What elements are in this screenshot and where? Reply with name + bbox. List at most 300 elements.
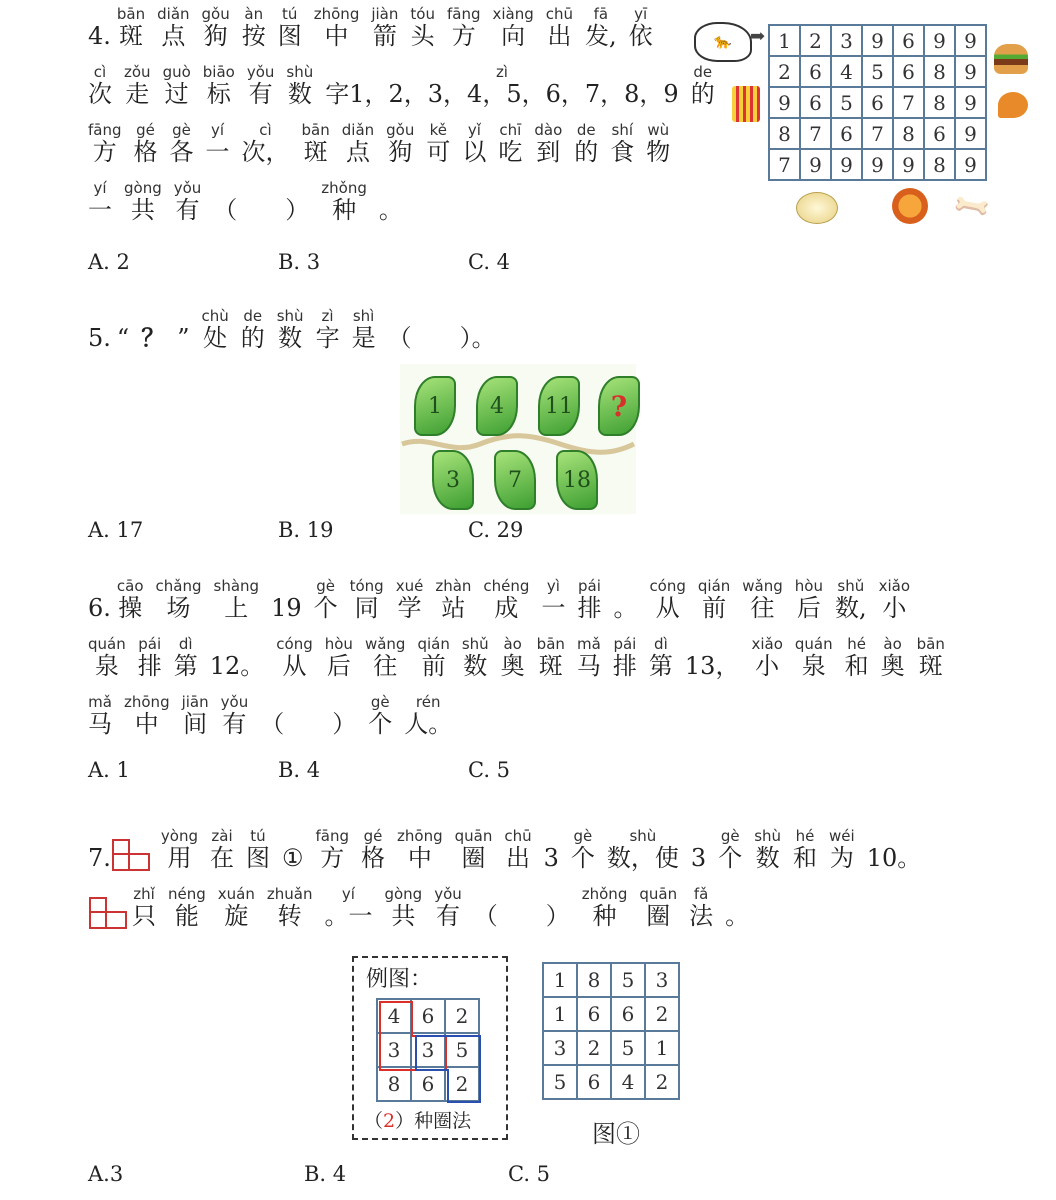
ruby-word (417, 636, 449, 680)
pinyin: xuán (217, 885, 255, 903)
hanzi: “ (116, 324, 130, 352)
hanzi: （ ） (473, 902, 570, 930)
pinyin: qián (417, 635, 450, 653)
q4-options (88, 250, 658, 274)
hanzi: 有 (222, 710, 247, 738)
pizza-icon (892, 188, 928, 224)
ruby-word (498, 122, 522, 166)
ruby-word (170, 122, 194, 166)
ruby-word (365, 636, 406, 680)
grid-cell: 8 (377, 1067, 411, 1101)
hanzi: 在 (210, 844, 234, 872)
pinyin: zhǒng (581, 885, 628, 903)
ruby-word (141, 308, 165, 352)
pinyin: zhǒng (321, 179, 367, 197)
ruby-word (698, 578, 730, 622)
pinyin: fāng (88, 121, 122, 139)
hanzi: 字1，2，3，4，5，6，7，8，9 (325, 80, 679, 108)
ruby-word (132, 886, 156, 930)
hanzi: 种 (592, 902, 617, 930)
hanzi: 点 (161, 22, 186, 50)
ruby-word (168, 886, 206, 930)
pinyin: ào (503, 635, 522, 653)
ruby-word (639, 886, 677, 930)
pinyin: quān (454, 827, 493, 845)
hanzi: 到 (536, 138, 561, 166)
option-c[interactable]: C. 5 (468, 758, 511, 782)
option-b[interactable]: B. 19 (278, 518, 334, 542)
hanzi: 一 (205, 138, 230, 166)
ruby-word (242, 6, 266, 50)
ruby-word (577, 578, 601, 622)
ruby-word (574, 122, 598, 166)
hanzi: 从 (655, 594, 680, 622)
ruby-word (241, 308, 265, 352)
ruby-word (501, 636, 525, 680)
grid-cell: 6 (800, 87, 831, 118)
hanzi: 狗 (388, 138, 413, 166)
hanzi: 格 (133, 138, 158, 166)
ruby-word (534, 122, 562, 166)
pinyin: zhàn (435, 577, 472, 595)
grid-cell: 6 (411, 1067, 445, 1101)
grid-cell: 5 (543, 1065, 577, 1099)
pinyin: zì (321, 307, 334, 325)
hanzi: 斑 (119, 22, 144, 50)
pinyin: tóng (349, 577, 384, 595)
pinyin: chǎng (155, 577, 202, 595)
hanzi: 法 (689, 902, 714, 930)
hanzi: 头 (410, 22, 435, 50)
ruby-word (504, 828, 531, 872)
hanzi: 10。 (866, 844, 922, 872)
hanzi: 过 (164, 80, 189, 108)
hanzi: 数, (834, 594, 867, 622)
pinyin: fāng (315, 827, 350, 845)
hanzi: 一 (88, 196, 112, 224)
hanzi: 字 (315, 324, 340, 352)
pinyin: gǒu (201, 5, 230, 23)
hanzi: 箭 (372, 22, 397, 50)
pinyin: de (693, 63, 713, 81)
pinyin: de (243, 307, 263, 325)
hanzi: 前 (702, 594, 727, 622)
hanzi: 食 (610, 138, 635, 166)
ruby-word (541, 578, 565, 622)
grid-cell: 7 (862, 118, 893, 149)
hanzi: 操 (118, 594, 143, 622)
hanzi: 共 (391, 902, 416, 930)
hanzi: 数 (278, 324, 303, 352)
pinyin: néng (168, 885, 206, 903)
hanzi: 后 (796, 594, 821, 622)
hanzi: 同 (354, 594, 379, 622)
hanzi: 马 (88, 710, 112, 738)
ruby-word (795, 636, 833, 680)
pinyin: diǎn (157, 5, 190, 23)
ruby-word (725, 886, 749, 930)
hanzi: 数 (463, 652, 488, 680)
hanzi: 排 (612, 652, 637, 680)
option-a[interactable]: A.3 (88, 1162, 124, 1186)
ruby-word (342, 122, 374, 166)
ruby-word (649, 578, 685, 622)
grid-cell: 9 (955, 118, 986, 149)
pinyin: yī (634, 5, 648, 23)
grid-cell: 9 (955, 25, 986, 56)
ruby-word (246, 828, 270, 872)
grid-cell: 8 (577, 963, 611, 997)
grid-cell: 6 (893, 25, 924, 56)
figure-1-label: 图① (592, 1120, 640, 1148)
ruby-word (88, 64, 112, 108)
hanzi: 物 (646, 138, 671, 166)
pinyin: yǒu (220, 693, 249, 711)
ruby-word (88, 694, 112, 738)
question-6 (88, 578, 957, 738)
ruby-word (134, 122, 158, 166)
grid-cell: 9 (769, 87, 800, 118)
grid-cell: 1 (543, 997, 577, 1031)
hanzi: 数 (287, 80, 312, 108)
ruby-word (124, 694, 170, 738)
option-c[interactable]: C. 4 (468, 250, 511, 274)
hanzi: 往 (373, 652, 398, 680)
pinyin: gè (172, 121, 191, 139)
grid-cell: 6 (411, 999, 445, 1033)
pinyin: gòng (124, 179, 162, 197)
arrow-icon: ➡ (750, 26, 766, 47)
question-5 (88, 308, 508, 352)
ruby-word (410, 6, 435, 50)
hanzi: 种 (332, 196, 357, 224)
ruby-word (646, 122, 670, 166)
pinyin: yí (93, 179, 107, 197)
pinyin: dào (534, 121, 563, 139)
pinyin: dì (178, 635, 193, 653)
q4-grid (768, 24, 987, 181)
ruby-word (404, 694, 452, 738)
pinyin: shù (754, 827, 782, 845)
ruby-word (124, 180, 162, 224)
ruby-word (276, 636, 312, 680)
grid-cell: 2 (645, 997, 679, 1031)
ruby-word (203, 64, 235, 108)
grid-cell: 9 (800, 149, 831, 180)
pinyin: cāo (116, 577, 144, 595)
ruby-word (361, 828, 385, 872)
pinyin: hé (795, 827, 815, 845)
grid-cell: 8 (924, 87, 955, 118)
hanzi: 格 (361, 844, 386, 872)
pinyin: bān (536, 635, 565, 653)
ruby-word (161, 828, 198, 872)
pinyin: hòu (324, 635, 353, 653)
pinyin: zài (211, 827, 233, 845)
grid-cell: 6 (831, 118, 862, 149)
pinyin: cóng (649, 577, 686, 595)
fries-icon (732, 86, 760, 122)
ruby-word (324, 886, 372, 930)
hanzi: 个 (718, 844, 743, 872)
ruby-word (210, 828, 234, 872)
question-number: 5. (88, 324, 111, 352)
pinyin: wǎng (364, 635, 406, 653)
hanzi: 用 (167, 844, 192, 872)
pinyin: zhōng (313, 5, 360, 23)
ruby-word (917, 636, 945, 680)
hanzi: 间 (183, 710, 208, 738)
hanzi: 次 (88, 80, 112, 108)
question-number: 7. (88, 844, 111, 872)
pinyin: gè (370, 693, 390, 711)
question-7 (88, 828, 933, 930)
l-shape-icon (111, 838, 151, 872)
hanzi: 泉 (801, 652, 826, 680)
ruby-word (685, 636, 740, 680)
pinyin: hé (847, 635, 866, 653)
hanzi: 场 (166, 594, 191, 622)
hanzi: 方 (320, 844, 345, 872)
q7-line2 (88, 886, 933, 930)
example-caption (364, 1106, 471, 1133)
leaf: 7 (494, 450, 536, 510)
grid-cell: 7 (893, 87, 924, 118)
ruby-word (585, 6, 617, 50)
hanzi: 数，使 (606, 844, 679, 872)
hanzi: 数 (755, 844, 780, 872)
q4-line3 (88, 122, 727, 166)
pinyin: gòng (384, 885, 423, 903)
ruby-word (371, 6, 398, 50)
ruby-word (124, 64, 151, 108)
q4-line1 (88, 6, 727, 50)
ruby-word (483, 578, 529, 622)
ruby-word (277, 308, 304, 352)
pinyin: dì (654, 635, 668, 653)
ruby-word (177, 308, 189, 352)
ruby-word (447, 6, 481, 50)
q6-line1 (88, 578, 957, 622)
grid-cell: 4 (611, 1065, 645, 1099)
ruby-word (302, 122, 330, 166)
pinyin: tú (250, 827, 266, 845)
pinyin: shù (629, 827, 657, 845)
grid-cell: 7 (800, 118, 831, 149)
ruby-word (793, 828, 817, 872)
hanzi: 中 (324, 22, 349, 50)
pinyin: gé (136, 121, 155, 139)
question-number: 4. (88, 22, 111, 50)
hanzi: 共 (130, 196, 155, 224)
pinyin: yǒu (173, 179, 202, 197)
ruby-word (582, 886, 628, 930)
ruby-word (278, 6, 302, 50)
pinyin: mǎ (577, 635, 601, 653)
ruby-word (397, 828, 443, 872)
ruby-word (386, 122, 414, 166)
hanzi: 处 (203, 324, 228, 352)
ruby-word (537, 636, 565, 680)
pinyin: chī (499, 121, 522, 139)
ruby-word (613, 636, 637, 680)
option-b[interactable]: B. 4 (304, 1162, 347, 1186)
leaf: 1 (414, 376, 456, 436)
hanzi: 19 (271, 594, 302, 622)
pinyin: diǎn (341, 121, 375, 139)
ruby-word (157, 6, 189, 50)
pinyin: wǎng (742, 577, 783, 595)
ruby-word (388, 308, 496, 352)
ruby-word (117, 578, 144, 622)
hamburger-icon (994, 44, 1028, 74)
pinyin: quán (88, 635, 126, 653)
hanzi: 小 (882, 594, 907, 622)
pinyin: shù (286, 63, 314, 81)
option-c[interactable]: C. 5 (508, 1162, 551, 1186)
ruby-word (174, 636, 198, 680)
pinyin: tú (282, 5, 298, 23)
pinyin: biāo (202, 63, 235, 81)
pinyin: hòu (794, 577, 823, 595)
hanzi: 。一 (324, 902, 373, 930)
ruby-word (271, 578, 302, 622)
hanzi: 点 (345, 138, 370, 166)
hanzi: 吃 (498, 138, 523, 166)
q5-line1 (88, 308, 508, 352)
ruby-word (426, 122, 450, 166)
q6-options (88, 758, 658, 782)
grid-cell: 5 (611, 1031, 645, 1065)
option-b[interactable]: B. 3 (278, 250, 321, 274)
hanzi: ① (282, 844, 304, 872)
grid-cell: 4 (377, 999, 411, 1033)
hanzi: 圈 (461, 844, 486, 872)
caption-text: ）种圈法 (395, 1110, 472, 1132)
grid-cell: 7 (769, 149, 800, 180)
hanzi: 向 (501, 22, 526, 50)
pinyin: yòng (160, 827, 198, 845)
hanzi: 走 (125, 80, 150, 108)
dog-icon: 🐆 (694, 22, 752, 62)
ruby-word (742, 578, 783, 622)
ruby-word (867, 828, 922, 872)
ruby-word (182, 694, 209, 738)
hanzi: 排 (577, 594, 602, 622)
grid-cell: 8 (924, 149, 955, 180)
pinyin: jiān (181, 693, 209, 711)
hanzi: 斑 (918, 652, 943, 680)
hanzi: ” (177, 324, 190, 352)
ruby-word (117, 308, 129, 352)
pinyin: xiǎo (751, 635, 783, 653)
ruby-word (316, 828, 350, 872)
ruby-word (325, 636, 353, 680)
pinyin: xiàng (492, 5, 534, 23)
hanzi: 的 (690, 80, 715, 108)
option-a[interactable]: A. 17 (88, 518, 144, 542)
hanzi: 的 (574, 138, 599, 166)
option-a[interactable]: A. 2 (88, 250, 130, 274)
ruby-word (546, 6, 573, 50)
hanzi: 是 (351, 324, 376, 352)
hanzi: 能 (174, 902, 199, 930)
grid-cell: 3 (831, 25, 862, 56)
ruby-word (879, 578, 910, 622)
ruby-word (314, 578, 338, 622)
pinyin: kě (429, 121, 448, 139)
pinyin: mǎ (88, 693, 112, 711)
hanzi: 只 (132, 902, 156, 930)
pinyin: shǔ (837, 577, 865, 595)
ruby-word (314, 6, 360, 50)
hanzi: 的 (240, 324, 265, 352)
grid-cell: 3 (543, 1031, 577, 1065)
ruby-word (286, 64, 313, 108)
example-grid (376, 998, 480, 1102)
pinyin: pái (138, 635, 162, 653)
pinyin: zhuǎn (266, 885, 313, 903)
pinyin: gǒu (386, 121, 415, 139)
ruby-word (210, 636, 265, 680)
pinyin: yí (341, 885, 355, 903)
example-box (352, 956, 508, 1140)
pinyin: zì (495, 63, 508, 81)
hanzi: 次， (241, 138, 290, 166)
ruby-word (138, 636, 162, 680)
pinyin: chù (201, 307, 229, 325)
pinyin: shàng (213, 577, 260, 595)
hanzi: 转 (277, 902, 302, 930)
hanzi: （ ） (260, 710, 357, 738)
grid-cell: 3 (377, 1033, 411, 1067)
grid-cell: 2 (800, 25, 831, 56)
pinyin: wéi (829, 827, 855, 845)
question-number: 6. (88, 594, 111, 622)
option-c[interactable]: C. 29 (468, 518, 524, 542)
option-b[interactable]: B. 4 (278, 758, 321, 782)
hanzi: 往 (750, 594, 775, 622)
pinyin: bān (301, 121, 330, 139)
grid-cell: 5 (611, 963, 645, 997)
hanzi: 可 (426, 138, 451, 166)
ruby-word (88, 122, 122, 166)
ruby-word (751, 636, 782, 680)
hanzi: 斑 (538, 652, 563, 680)
grid-cell: 6 (577, 997, 611, 1031)
option-a[interactable]: A. 1 (88, 758, 130, 782)
hanzi: 3 (543, 844, 559, 872)
hanzi: 排 (137, 652, 162, 680)
hanzi: 和 (793, 844, 818, 872)
hanzi: 泉 (94, 652, 119, 680)
ruby-word (117, 6, 145, 50)
pinyin: guò (162, 63, 191, 81)
grid-cell: 6 (924, 118, 955, 149)
pinyin: shì (352, 307, 375, 325)
hanzi: 狗 (203, 22, 228, 50)
hanzi: 。 (725, 902, 750, 930)
grid-cell: 9 (893, 149, 924, 180)
hanzi: 旋 (224, 902, 249, 930)
figure-1-grid (542, 962, 680, 1100)
leaf: 18 (556, 450, 598, 510)
grid-cell: 1 (645, 1031, 679, 1065)
grid-cell: 5 (831, 87, 862, 118)
leaf: 11 (538, 376, 580, 436)
ruby-word (163, 64, 191, 108)
q5-figure (400, 364, 636, 514)
